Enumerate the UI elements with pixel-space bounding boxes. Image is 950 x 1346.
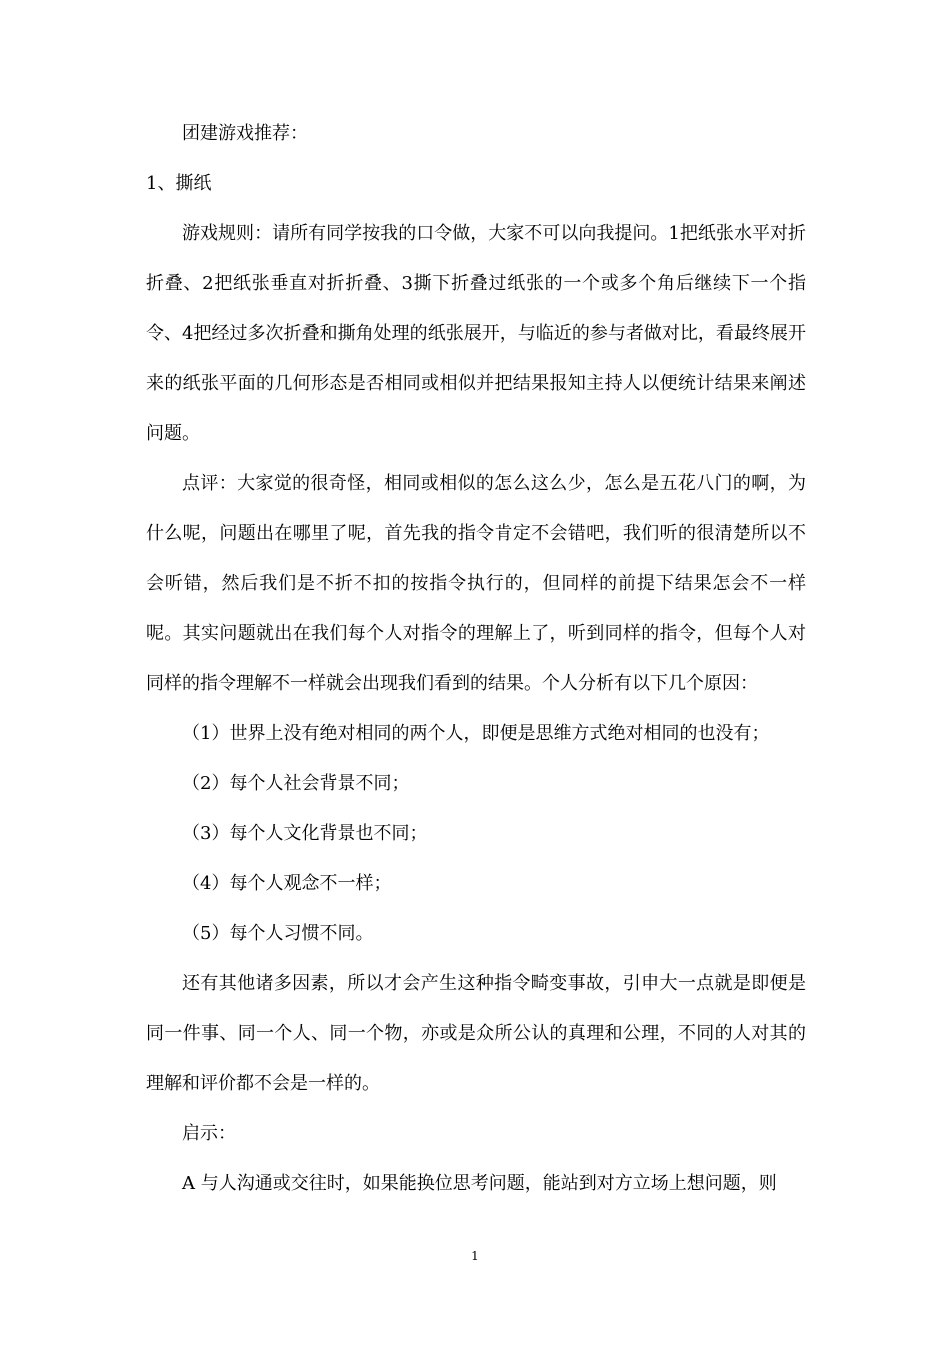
reason-item-5: （5）每个人习惯不同。 (182, 923, 374, 944)
document-body (146, 109, 806, 1209)
reason-item-2: （2）每个人社会背景不同； (182, 773, 410, 794)
document-title: 团建游戏推荐： (182, 123, 308, 144)
reason-item-1: （1）世界上没有绝对相同的两个人，即便是思维方式绝对相同的也没有； (182, 723, 770, 744)
reason-item-4: （4）每个人观念不一样； (182, 873, 392, 894)
game-rules-paragraph: 游戏规则：请所有同学按我的口令做，大家不可以向我提问。1把纸张水平对折折叠、2把纸张垂直对折折叠、3撕下折叠过纸张的一个或多个角后继续下一个指令、4把经过多次折叠和撕角处理的纸张展开，与临近的参与者做对比，看最终展开来的纸张平面的几何形态是否相同或相似并把结果报知主持人以便统计结果来阐述问题。 (146, 223, 806, 444)
insight-a-paragraph: A 与人沟通或交往时，如果能换位思考问题，能站到对方立场上想问题，则 (182, 1173, 777, 1194)
section-heading-tear-paper: 1、撕纸 (146, 173, 212, 194)
other-factors-paragraph: 还有其他诸多因素，所以才会产生这种指令畸变事故，引申大一点就是即便是同一件事、同一个人、同一个物，亦或是众所公认的真理和公理，不同的人对其的理解和评价都不会是一样的。 (146, 973, 806, 1094)
comment-paragraph: 点评：大家觉的很奇怪，相同或相似的怎么这么少，怎么是五花八门的啊，为什么呢，问题出在哪里了呢，首先我的指令肯定不会错吧，我们听的很清楚所以不会听错，然后我们是不折不扣的按指令执行的，但同样的前提下结果怎会不一样呢。其实问题就出在我们每个人对指令的理解上了，听到同样的指令，但每个人对同样的指令理解不一样就会出现我们看到的结果。个人分析有以下几个原因： (146, 473, 806, 694)
reason-item-3: （3）每个人文化背景也不同； (182, 823, 428, 844)
page-number: 1 (471, 1249, 479, 1263)
insight-heading: 启示： (182, 1123, 236, 1144)
